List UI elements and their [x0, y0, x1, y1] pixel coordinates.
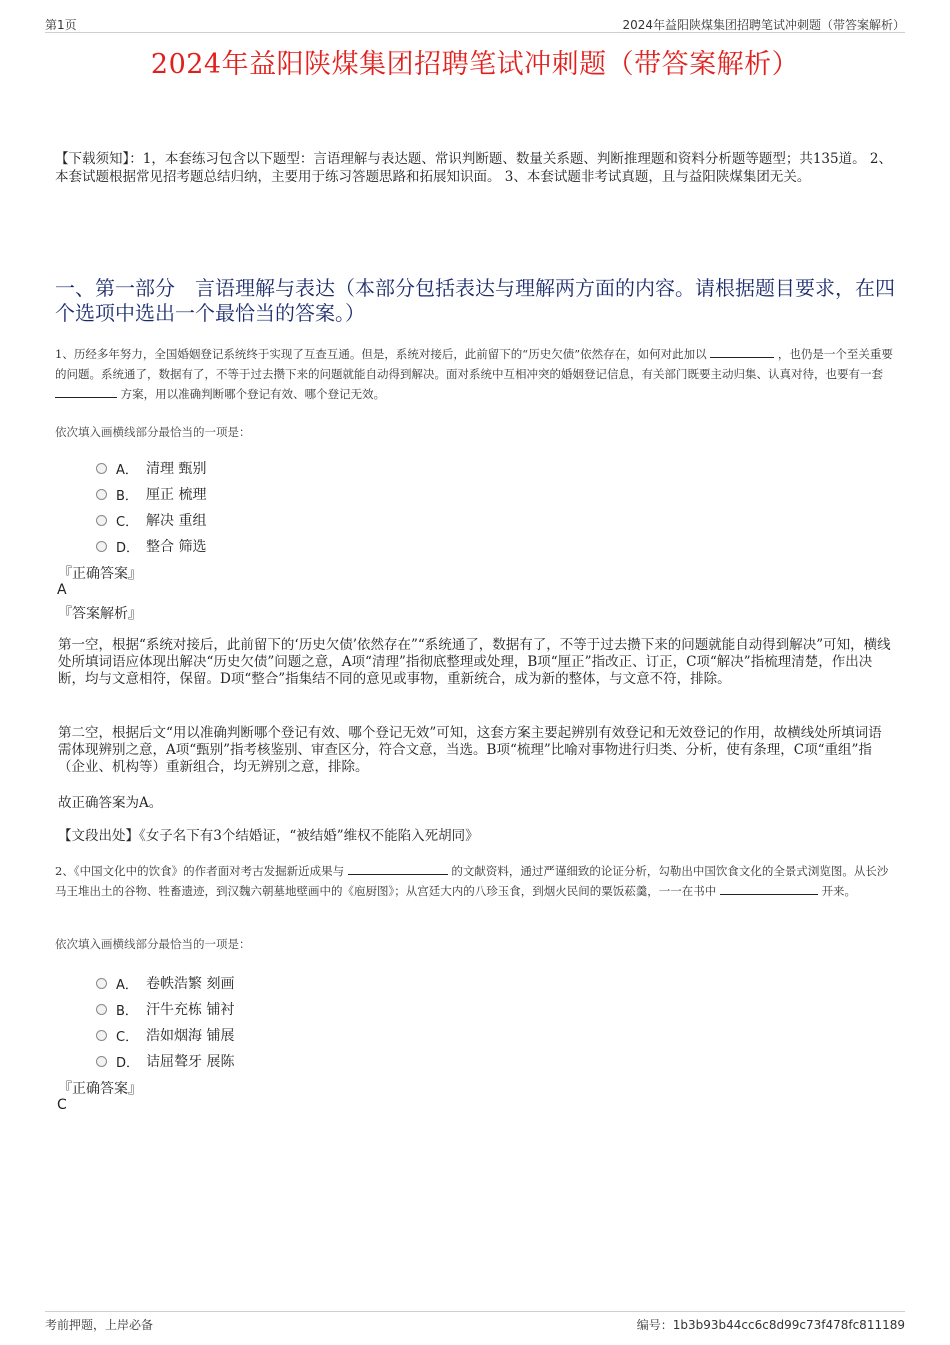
question-2-options	[96, 970, 234, 1074]
page-header	[45, 14, 905, 33]
option-b[interactable]: B． 厘正 梳理	[96, 481, 206, 507]
radio-icon[interactable]	[96, 489, 107, 500]
radio-icon[interactable]	[96, 515, 107, 526]
fill-blank	[348, 861, 448, 875]
radio-icon[interactable]	[96, 463, 107, 474]
question-1-part-b: ，也仍是一个至关重要的问题。系统通了，数据有了，不等于过去攒下来的问题就能自动得到解决。面对系统中互相冲突的婚姻登记信息，有关部门既要主动归集、认真对待，也要有一套	[55, 347, 893, 381]
option-d[interactable]: D． 整合 筛选	[96, 533, 206, 559]
header-doc-title: 2024年益阳陕煤集团招聘笔试冲刺题（带答案解析）	[622, 18, 905, 32]
radio-icon[interactable]	[96, 1004, 107, 1015]
analysis-label: 『答案解析』	[58, 606, 142, 622]
question-1-conclusion: 故正确答案为A。	[58, 795, 163, 811]
option-a[interactable]: A． 卷帙浩繁 刻画	[96, 970, 234, 996]
page-footer	[45, 1311, 905, 1334]
question-1-part-c: 方案，用以准确判断哪个登记有效、哪个登记无效。	[120, 387, 386, 401]
fill-blank	[55, 384, 117, 398]
correct-answer-label: 『正确答案』	[58, 1081, 142, 1097]
question-1-part-a: 1、历经多年努力，全国婚姻登记系统终于实现了互查互通。但是，系统对接后，此前留下的“历史欠债”依然存在，如何对此加以	[55, 347, 707, 361]
radio-icon[interactable]	[96, 541, 107, 552]
question-1-analysis-2: 第二空，根据后文“用以准确判断哪个登记有效、哪个登记无效”可知，这套方案主要起辨别有效登记和无效登记的作用，故横线处所填词语需体现辨别之意，A项“甄别”指考核鉴别、审查区分，符合文意，当选。B项“梳理”比喻对事物进行归类、分析，使有条理，C项“重组”指（企业、机构等）重新组合，均无辨别之意，排除。	[58, 725, 882, 775]
option-c[interactable]: C． 浩如烟海 铺展	[96, 1022, 234, 1048]
radio-icon[interactable]	[96, 978, 107, 989]
download-notice: 【下载须知】：1，本套练习包含以下题型：言语理解与表达题、常识判断题、数量关系题、判断推理题和资料分析题等题型；共135道。 2、本套试题根据常见招考题总结归纳，主要用于练习答题思路和拓展知识面。 3、本套试题非考试真题，且与益阳陕煤集团无关。	[55, 151, 892, 185]
fill-blank	[720, 881, 818, 895]
footer-code: 编号：1b3b93b44cc6c8d99c73f478fc811189	[636, 1318, 905, 1332]
option-b[interactable]: B． 汗牛充栋 铺衬	[96, 996, 234, 1022]
question-2-part-a: 2、《中国文化中的饮食》的作者面对考古发掘新近成果与	[55, 864, 345, 878]
question-2-prompt: 依次填入画横线部分最恰当的一项是：	[55, 937, 251, 951]
footer-slogan: 考前押题，上岸必备	[45, 1318, 154, 1332]
question-2-answer: C	[57, 1097, 67, 1113]
question-1-prompt: 依次填入画横线部分最恰当的一项是：	[55, 425, 251, 439]
option-d[interactable]: D． 诘屈聱牙 展陈	[96, 1048, 234, 1074]
radio-icon[interactable]	[96, 1030, 107, 1041]
fill-blank	[710, 344, 774, 358]
question-2-text	[55, 861, 895, 901]
option-c[interactable]: C． 解决 重组	[96, 507, 206, 533]
section-heading: 一、第一部分 言语理解与表达（本部分包括表达与理解两方面的内容。请根据题目要求，在四个选项中选出一个最恰当的答案。）	[55, 276, 895, 325]
question-1-source: 【文段出处】《女子名下有3个结婚证，“被结婚”维权不能陷入死胡同》	[58, 828, 479, 844]
question-1-text	[55, 344, 895, 404]
page-number: 第1页	[45, 18, 77, 32]
question-2-part-b: 的文献资料，通过严谨细致的论证分析，勾勒出中国饮食文化的全景式浏览图。从长沙马王堆出土的谷物、牲畜遗迹，到汉魏六朝墓地壁画中的《庖厨图》；从宫廷大内的八珍玉食，到烟火民间的粟饭菘羹，一一在书中	[55, 864, 889, 898]
radio-icon[interactable]	[96, 1056, 107, 1067]
page-title: 2024年益阳陕煤集团招聘笔试冲刺题（带答案解析）	[150, 49, 800, 80]
question-1-options	[96, 455, 206, 559]
question-1-answer: A	[57, 582, 67, 598]
question-1-analysis-1: 第一空，根据“系统对接后，此前留下的‘历史欠债’依然存在”“系统通了，数据有了，不等于过去攒下来的问题就能自动得到解决”可知，横线处所填词语应体现出解决“历史欠债”问题之意，A项“清理”指彻底整理或处理，B项“厘正”指改正、订正，C项“解决”指梳理清楚，作出决断，均与文意相符，保留。D项“整合”指集结不同的意见或事物，重新统合，成为新的整体，与文意不符，排除。	[58, 637, 891, 687]
correct-answer-label: 『正确答案』	[58, 566, 142, 582]
option-a[interactable]: A． 清理 甄别	[96, 455, 206, 481]
question-2-part-c: 开来。	[821, 884, 857, 898]
